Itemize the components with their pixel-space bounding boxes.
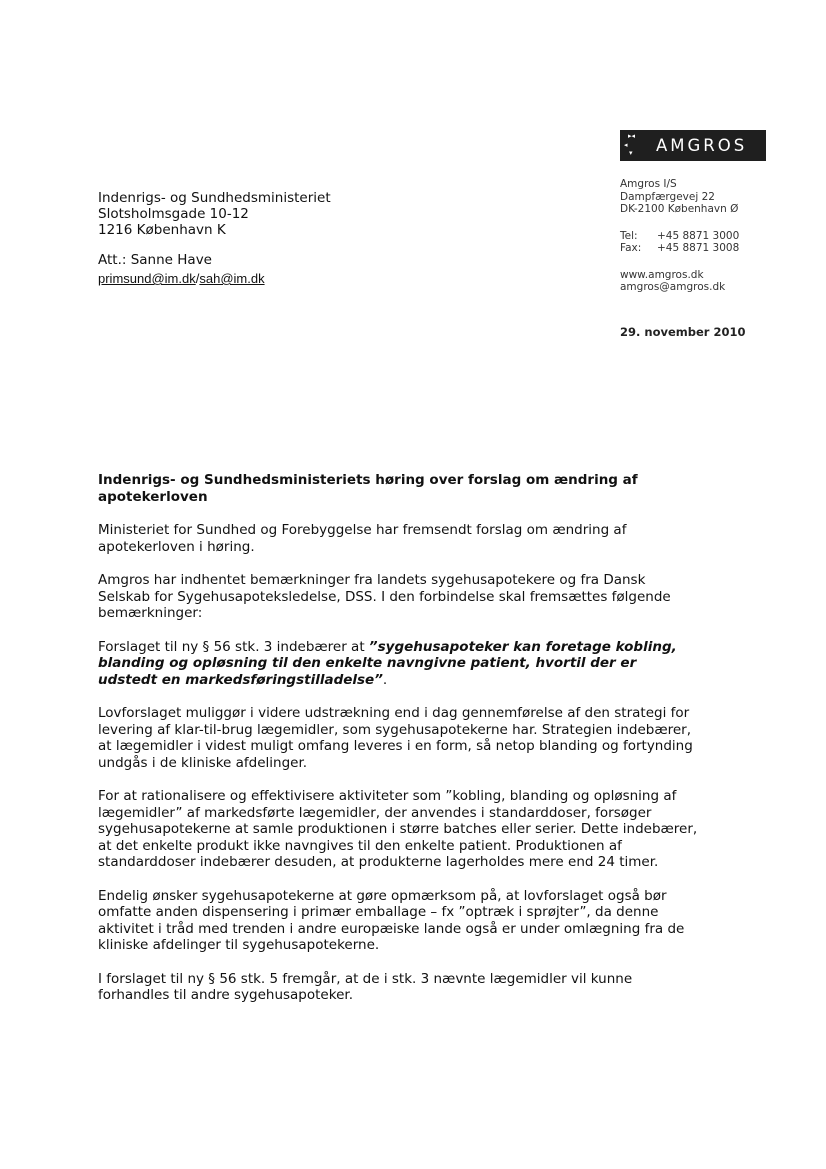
logo-arrows-icon: ▸◂ ◂ ▾ [624, 132, 636, 157]
paragraph-3 [98, 639, 698, 689]
paragraph-3-quote: ”sygehusapoteker kan foretage kobling, blanding og opløsning til den enkelte navngivne patient, hvortil der er udstedt en markedsføringstilladelse” [98, 638, 677, 688]
recipient-line1: Indenrigs- og Sundhedsministeriet [98, 190, 331, 206]
amgros-logo [620, 130, 766, 161]
letter-date: 29. november 2010 [620, 325, 746, 339]
sender-web: www.amgros.dk [620, 268, 704, 281]
paragraph-2: Amgros har indhentet bemærkninger fra landets sygehusapotekere og fra Dansk Selskab for Sygehusapoteksledelse, DSS. I den forbindelse skal fremsættes følgende bemærkninger: [98, 572, 671, 621]
paragraph-3-end: . [382, 671, 388, 688]
sender-fax-row [620, 242, 739, 255]
paragraph-3-intro: Forslaget til ny § 56 stk. 3 indebærer at [98, 638, 369, 655]
paragraph-5: For at rationalisere og effektivisere aktiviteter som ”kobling, blanding og opløsning af lægemidler” af markedsførte lægemidler, der anvendes i standarddoser, forsøger sygehusapotekerne at samle produktionen i større batches eller serier. Dette indebærer, at det enkelte produkt ikke navngives til den enkelte patient. Produktionen af standarddoser indebærer desuden, at produkterne lagerholdes mere end 24 timer. [98, 788, 698, 870]
tel-number: +45 8871 3000 [657, 229, 740, 242]
sender-email: amgros@amgros.dk [620, 281, 726, 293]
recipient-line3: 1216 København K [98, 222, 226, 238]
fax-number: +45 8871 3008 [657, 242, 740, 254]
paragraph-1: Ministeriet for Sundhed og Forebyggelse har fremsendt forslag om ændring af apotekerloven i høring. [98, 522, 627, 555]
sender-city: DK-2100 København Ø [620, 203, 739, 215]
tel-label: Tel: [620, 229, 638, 242]
paragraph-6: Endelig ønsker sygehusapotekerne at gøre opmærksom på, at lovforslaget også bør omfatte anden dispensering i primær emballage – fx ”optræk i sprøjter”, da denne aktivitet i tråd med trenden i andre europæiske lande også er under omlægning fra de kliniske afdelinger til sygehusapotekerne. [98, 887, 685, 953]
recipient-line2: Slotsholmsgade 10-12 [98, 206, 249, 222]
email-link-sah[interactable]: sah@im.dk [199, 271, 265, 286]
sender-name: Amgros I/S [620, 178, 677, 190]
letter-heading: Indenrigs- og Sundhedsministeriets høring over forslag om ændring af apotekerloven [98, 472, 638, 505]
recipient-emails [98, 271, 331, 287]
paragraph-4: Lovforslaget muliggør i videre udstrækning end i dag gennemførelse af den strategi for levering af klar-til-brug lægemidler, som sygehusapotekerne har. Strategien indebærer, at lægemidler i videst muligt omfang leveres i en form, så netop blanding og fortynding undgås i de kliniske afdelinger. [98, 705, 693, 771]
email-link-primsund[interactable]: primsund@im.dk [98, 271, 196, 286]
sender-tel-row [620, 230, 739, 243]
paragraph-7: I forslaget til ny § 56 stk. 5 fremgår, at de i stk. 3 nævnte lægemidler vil kunne forhandles til andre sygehusapoteker. [98, 970, 633, 1003]
letter-body [98, 472, 698, 1021]
recipient-address [98, 190, 331, 287]
sender-street: Dampfærgevej 22 [620, 190, 715, 203]
logo-text: AMGROS [656, 136, 748, 155]
email-separator: / [195, 271, 200, 286]
recipient-att: Att.: Sanne Have [98, 252, 212, 268]
fax-label: Fax: [620, 242, 642, 254]
sender-address [620, 178, 739, 294]
